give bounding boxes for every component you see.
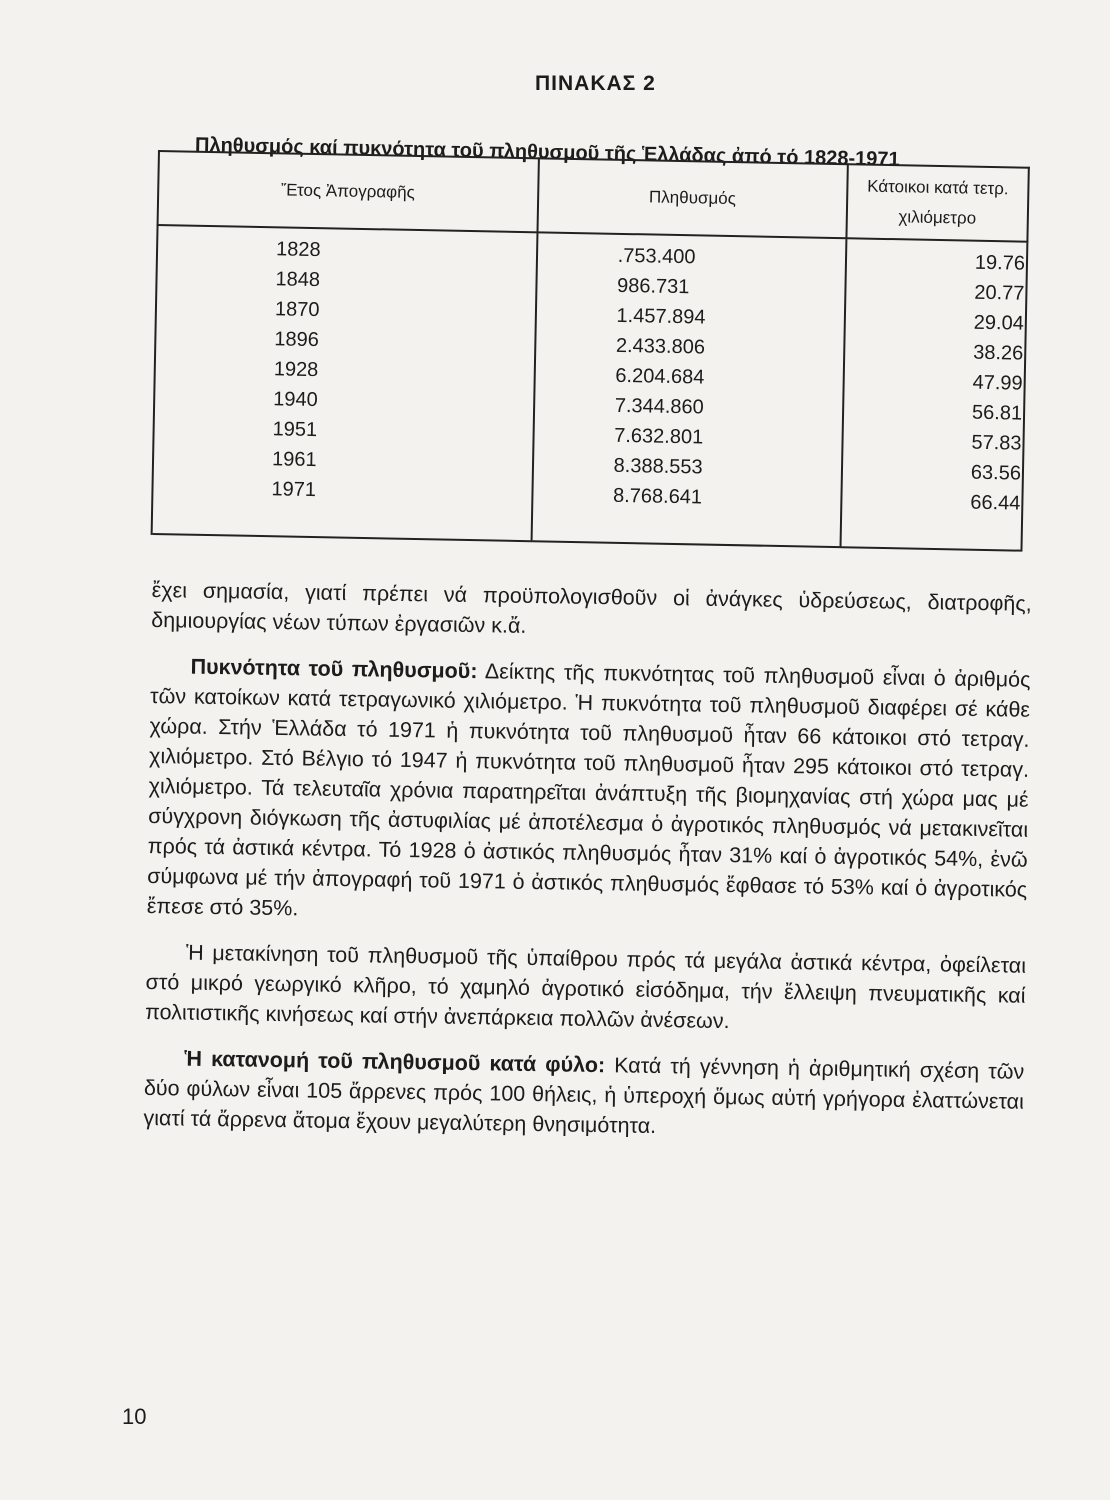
- density-cell: 29.04: [973, 311, 1025, 335]
- population-cell: 1.457.894: [616, 304, 706, 329]
- population-cell: 8.388.553: [613, 454, 703, 479]
- header-density-line1: Κάτοικοι κατά τετρ.: [866, 176, 1009, 199]
- paragraph-sex-heading: Ἡ κατανομή τοῦ πληθυσμοῦ κατά φύλο:: [184, 1046, 606, 1078]
- table-body-row: [152, 225, 1028, 551]
- paragraph-density-heading: Πυκνότητα τοῦ πληθυσμοῦ:: [190, 654, 478, 684]
- year-cell: 1951: [272, 418, 318, 442]
- paragraph-sex-text: Κατά τή γέννηση ἡ ἀριθμητική σχέση τῶν δύο φύλων εἶναι 105 ἄρρενες πρός 100 θήλεις, ἡ ὑπεροχή ὅμως αὐτή γρήγορα ἐλαττώνεται γιατί τά ἄρρενα ἄτομα ἔχουν μεγαλύτερη θνησιμότητα.: [143, 1053, 1025, 1138]
- population-column: [531, 232, 846, 547]
- population-cell: 7.632.801: [614, 424, 704, 449]
- density-cell: 47.99: [972, 371, 1023, 395]
- density-cell: 56.81: [971, 401, 1023, 425]
- year-cell: 1940: [273, 388, 318, 412]
- years-column: [152, 225, 538, 541]
- density-cell: 66.44: [970, 491, 1021, 515]
- year-cell: 1828: [275, 238, 321, 262]
- population-table-container: [151, 150, 1030, 552]
- header-density-line2: χιλιόμετρο: [898, 207, 977, 228]
- population-cell: 986.731: [616, 274, 690, 299]
- year-cell: 1848: [275, 268, 321, 292]
- population-cell: 2.433.806: [615, 334, 706, 359]
- header-density: [846, 164, 1028, 241]
- table-label: ΠΙΝΑΚΑΣ 2: [535, 72, 656, 95]
- year-cell: 1928: [273, 358, 319, 382]
- density-cell: 57.83: [971, 431, 1022, 455]
- header-year: Ἔτος Ἀπογραφῆς: [158, 151, 539, 232]
- paragraph-density-text: Δείκτης τῆς πυκνότητας τοῦ πληθυσμοῦ εἶναι ὁ ἀριθμός τῶν κατοίκων κατά τετραγωνικό χιλιόμετρο. Ἡ πυκνότητα τοῦ πληθυσμοῦ διαφέρει σέ κάθε χώρα. Στήν Ἑλλάδα τό 1971 ἡ πυκνότητα τοῦ πληθυσμοῦ ἦταν 66 κάτοικοι στό τετραγ. χιλιόμετρο. Στό Βέλγιο τό 1947 ἡ πυκνότητα τοῦ πληθυσμοῦ ἦταν 295 κάτοικοι στό τετραγ. χιλιόμετρο. Τά τελευταῖα χρόνια παρατηρεῖται ἀνάπτυξη τῆς βιομηχανίας στή χώρα μας μέ σύγχρονη διόγκωση τῆς ἀστυφιλίας μέ ἀποτέλεσμα ὁ ἀγροτικός πληθυσμός νά μετακινεῖται πρός τά ἀστικά κέντρα. Τό 1928 ὁ ἀστικός πληθυσμός ἦταν 31% καί ὁ ἀγροτικός 54%, ἐνῶ σύμφωνα μέ τήν ἀπογραφή τοῦ 1971 ὁ ἀστικός πληθυσμός ἔφθασε τό 53% καί ὁ ἀγροτικός ἔπεσε στό 35%.: [146, 659, 1031, 921]
- population-table: [151, 150, 1030, 552]
- page-number: 10: [122, 1404, 147, 1429]
- body-text: [143, 575, 1032, 1163]
- year-cell: 1971: [271, 478, 317, 502]
- density-cell: 38.26: [972, 341, 1024, 365]
- paragraph-migration: Ἡ μετακίνηση τοῦ πληθυσμοῦ τῆς ὑπαίθρου πρός τά μεγάλα ἀστικά κέντρα, ὀφείλεται στό μικρό γεωργικό κλῆρο, τό χαμηλό ἀγροτικό εἰσόδημα, τήν ἔλλειψη πνευματικῆς καί πολιτιστικῆς κινήσεως καί στήν ἀνεπάρκεια πολλῶν ἀνέσεων.: [144, 940, 1027, 1034]
- density-column: [840, 238, 1027, 550]
- year-cell: 1896: [274, 328, 320, 352]
- population-cell: 7.344.860: [614, 394, 704, 419]
- density-cell: 20.77: [974, 281, 1025, 305]
- year-cell: 1870: [274, 298, 320, 322]
- year-cell: 1961: [271, 448, 317, 472]
- paragraph-density: [147, 651, 1031, 935]
- population-cell: 6.204.684: [615, 364, 705, 389]
- population-cell: .753.400: [617, 244, 696, 269]
- density-cell: 63.56: [970, 461, 1022, 485]
- population-cell: 8.768.641: [612, 484, 703, 509]
- table-caption: Πληθυσμός καί πυκνότητα τοῦ πληθυσμοῦ τῆς Ἑλλάδας ἀπό τό 1828-1971: [194, 134, 900, 171]
- paragraph-intro: ἔχει σημασία, γιατί πρέπει νά προϋπολογισθοῦν οἱ ἀνάγκες ὑδρεύσεως, διατροφῆς, δημιουργίας νέων τύπων ἐργασιῶν κ.ἄ.: [151, 577, 1032, 638]
- header-population: Πληθυσμός: [537, 158, 848, 238]
- paragraph-sex-distribution: [143, 1043, 1024, 1147]
- density-cell: 19.76: [974, 251, 1026, 275]
